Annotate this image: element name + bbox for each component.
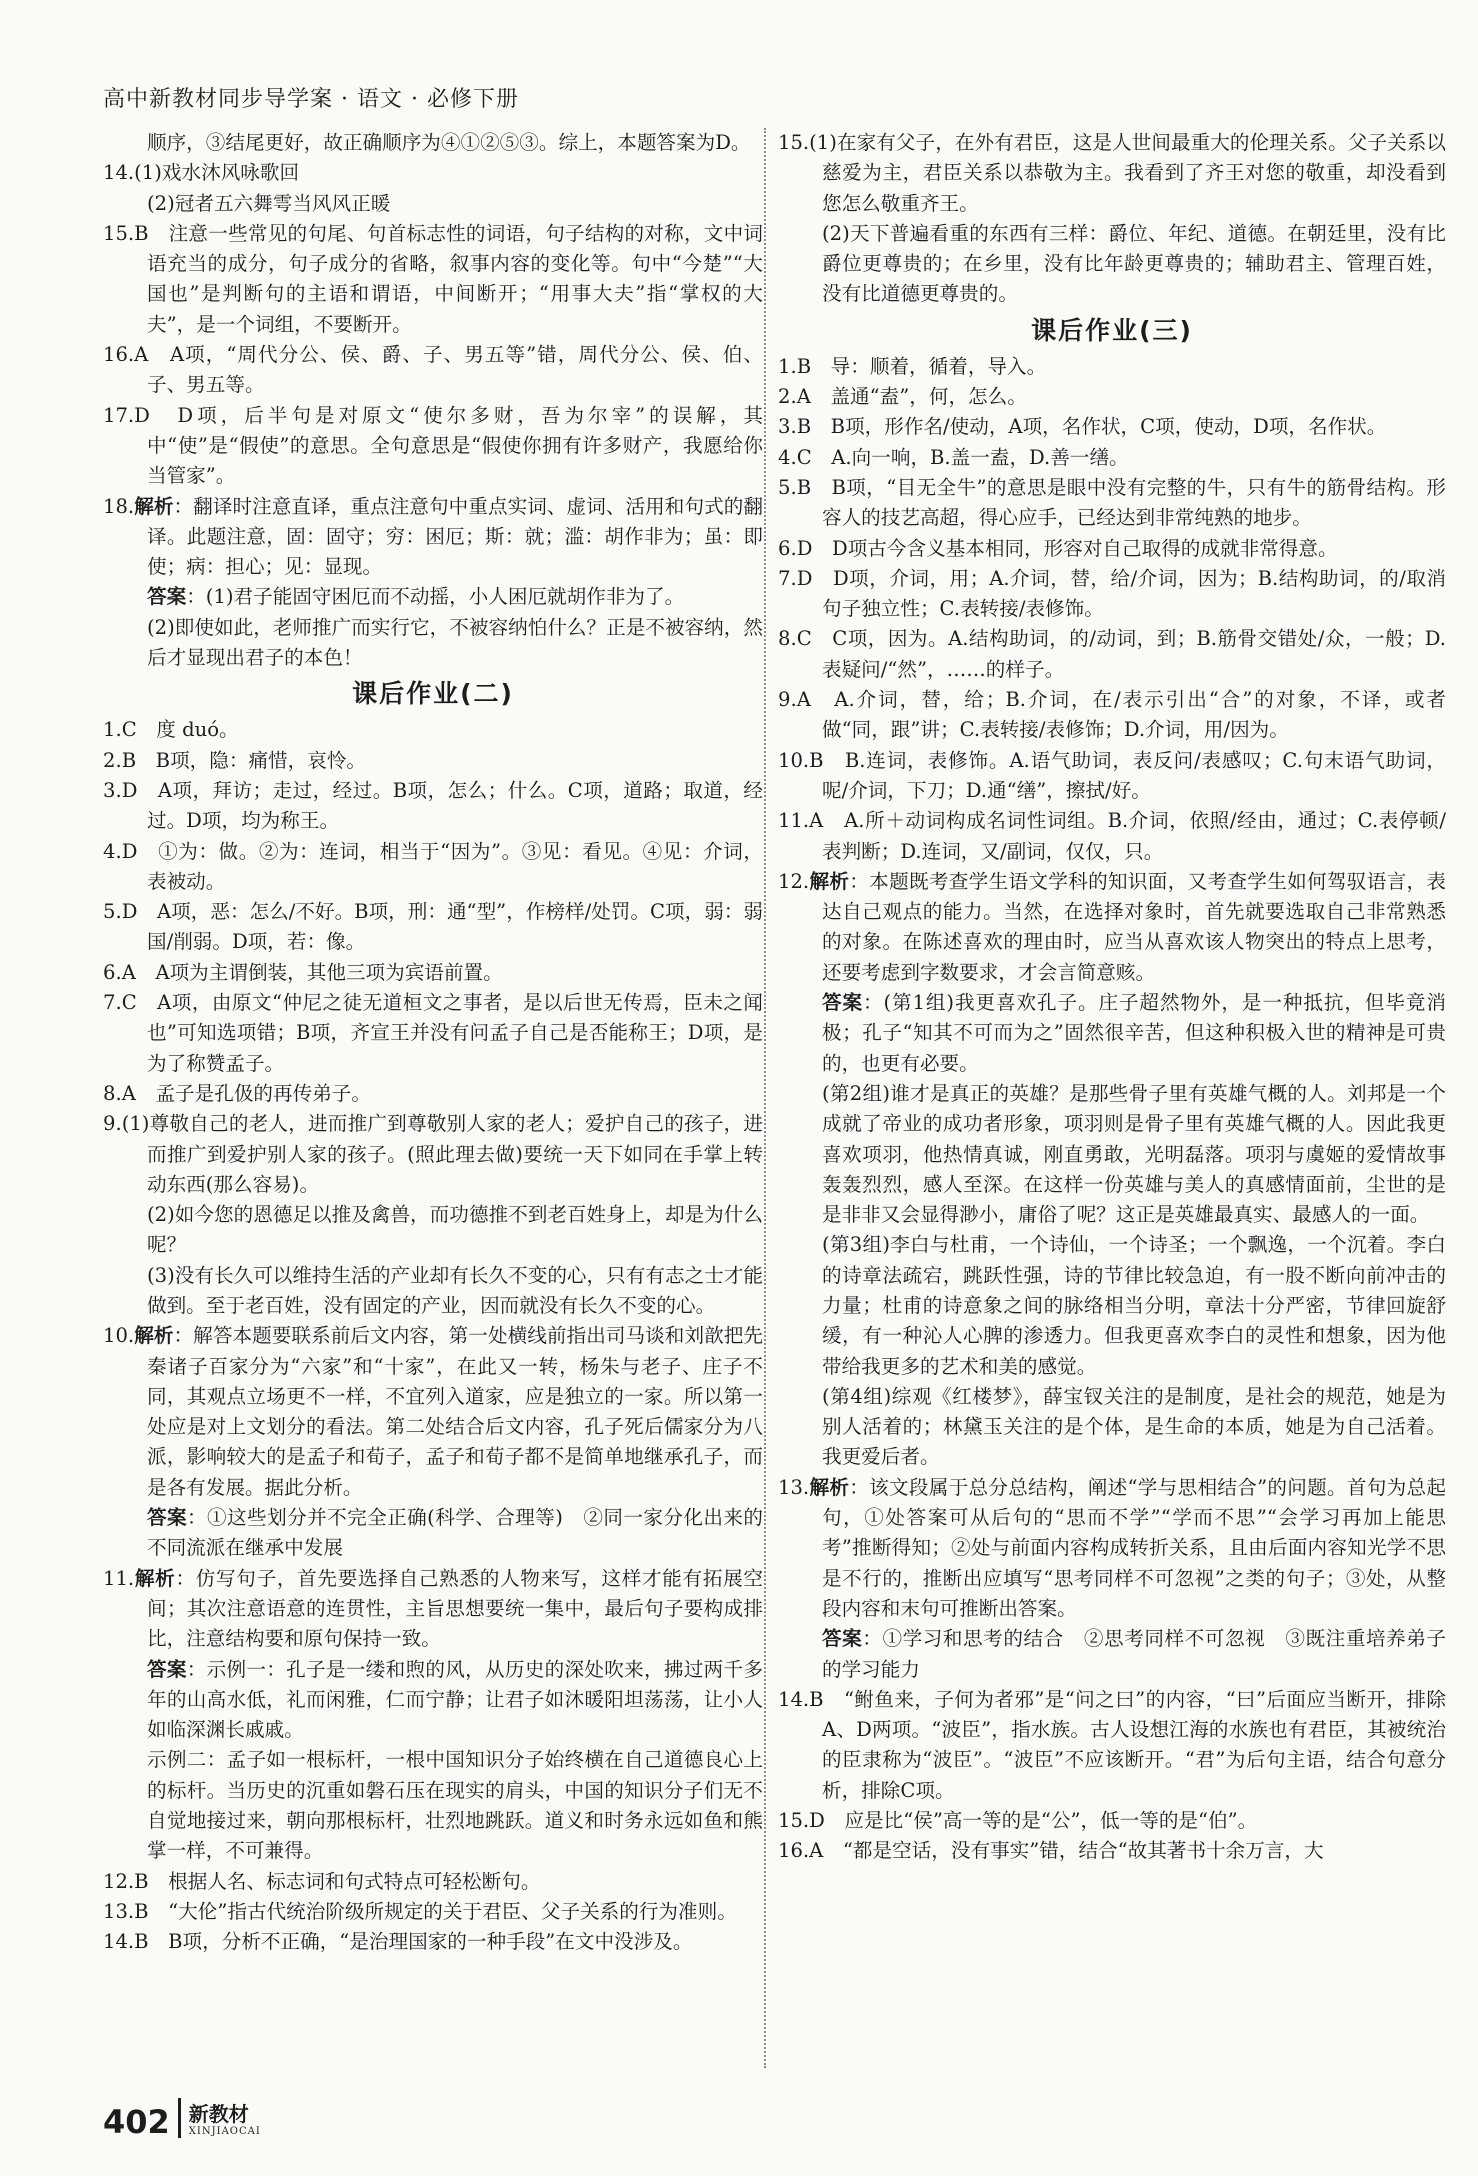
section-heading: 课后作业(二) [352,679,514,709]
question-item: 11.解析：仿写句子，首先要选择自己熟悉的人物来写，这样才能有拓展空间；其次注意语意的连贯性，主旨思想要统一集中，最后句子要构成排比，注意结构要和原句保持一致。 [103,1566,764,1651]
running-header: 高中新教材同步导学案 · 语文 · 必修下册 [103,87,519,112]
question-item: (第4组)综观《红楼梦》，薛宝钗关注的是制度，是社会的规范，她是为别人活着的；林黛玉关注的是个体，是生命的本质，她是为自己活着。我更爱后者。 [822,1384,1446,1469]
answer-block: 答案：示例一：孔子是一缕和煦的风，从历史的深处吹来，拂过两千多年的山高水低，礼而闲雅，仁而宁静；让君子如沐暖阳坦荡荡，让小人如临深渊长戚戚。 [147,1657,764,1742]
label-answer: 答案 [147,1657,187,1681]
question-item: 18.解析：翻译时注意直译，重点注意句中重点实词、虚词、活用和句式的翻译。此题注意，固：固守；穷：困厄；斯：就；滥：胡作非为；虽：即使；病：担心；见：显现。 [103,494,763,579]
question-item: 13.解析：该文段属于总分总结构，阐述“学与思相结合”的问题。首句为总起句，①处答案可从后句的“思而不学”“学而不思”“会学习再加上能思考”推断得知；②处与前面内容构成转折关系，且由后面内容知光学不思是不行的，推断出应填写“思考同样不可忽视”之类的句子；③处，从整段内容和末句可推断出答案。 [778,1475,1446,1620]
question-item: 17.D D项，后半句是对原文“使尔多财，吾为尔宰”的误解，其中“使”是“假使”的意思。全句意思是“假使你拥有许多财产，我愿给你当管家”。 [103,403,763,488]
question-item: 5.B B项，“目无全牛”的意思是眼中没有完整的牛，只有牛的筋骨结构。形容人的技艺高超，得心应手，已经达到非常纯熟的地步。 [778,475,1446,530]
question-item: 7.C A项，由原文“仲尼之徒无道桓文之事者，是以后世无传焉，臣未之闻也”可知选项错；B项，齐宣王并没有问孟子自己是否能称王；D项，是为了称赞孟子。 [103,991,763,1075]
question-item: 1.C 度 duó。 [103,718,239,742]
question-item: 9.A A.介词，替，给；B.介词，在/表示引出“合”的对象，不译，或者做“同，跟”讲；C.表转接/表修饰；D.介词，用/因为。 [778,688,1446,742]
question-item: 15.D 应是比“侯”高一等的是“公”，低一等的是“伯”。 [778,1809,1258,1833]
question-item: 10.B B.连词，表修饰。A.语气助词，表反问/表感叹；C.句末语气助词，呢/介词，下刀；D.通“缮”，擦拭/好。 [778,748,1446,802]
question-item: 2.A 盖通“盍”，何，怎么。 [778,385,1027,409]
question-item: 15.(1)在家有父子，在外有君臣，这是人世间最重大的伦理关系。父子关系以慈爱为主，君臣关系以恭敬为主。我看到了齐王对您的敬重，却没看到您怎么敬重齐王。 [778,131,1446,215]
label-answer: 答案 [822,1627,863,1651]
brand-name: 新教材 [188,2102,249,2126]
question-item: 5.D A项，恶：怎么/不好。B项，刑：通“型”，作榜样/处罚。C项，弱：弱国/削弱。D项，若：像。 [103,900,763,954]
label-analysis: 解析 [134,494,174,518]
question-item: 11.A A.所＋动词构成名词性词组。B.介词，依照/经由，通过；C.表停顿/表判断；D.连词，又/副词，仅仅，只。 [778,809,1446,863]
question-item: (第3组)李白与杜甫，一个诗仙，一个诗圣；一个飘逸，一个沉着。李白的诗章法疏宕，跳跃性强，诗的节律比较急迫，有一股不断向前冲击的力量；杜甫的诗意象之间的脉络相当分明，章法十分严密，节律回旋舒缓，有一种沁人心脾的渗透力。但我更喜欢李白的灵性和想象，因为他带给我更多的艺术和美的感觉。 [822,1233,1446,1378]
label-answer: 答案 [147,585,187,609]
question-item: (2)冠者五六舞雩当风风正暖 [147,191,391,215]
answer-block: 答案：(第1组)我更喜欢孔子。庄子超然物外，是一种抵抗，但毕竟消极；孔子“知其不可而为之”固然很辛苦，但这种积极入世的精神是可贵的，也更有必要。 [822,991,1446,1075]
question-item: 4.D ①为：做。②为：连词，相当于“因为”。③见：看见。④见：介词，表被动。 [103,839,763,893]
left-column [103,128,763,1958]
column-divider [764,128,766,2068]
question-item: 9.(1)尊敬自己的老人，进而推广到尊敬别人家的老人；爱护自己的孩子，进而推广到爱护别人家的孩子。(照此理去做)要统一天下如同在手掌上转动东西(那么容易)。 [103,1112,763,1196]
question-item: 1.B 导：顺着，循着，导入。 [778,354,1047,378]
question-item: 顺序，③结尾更好，故正确顺序为④①②⑤③。综上，本题答案为D。 [147,131,751,154]
question-item: 3.D A项，拜访；走过，经过。B项，怎么；什么。C项，道路；取道，经过。D项，均为称王。 [103,778,763,833]
label-answer: 答案 [147,1506,188,1530]
question-item: 14.B “鲋鱼来，子何为者邪”是“问之曰”的内容，“曰”后面应当断开，排除A、D两项。“波臣”，指水族。古人设想江海的水族也有君臣，其被统治的臣隶称为“波臣”。“波臣”不应该断开。“君”为后句主语，结合句意分析，排除C项。 [778,1687,1446,1802]
label-answer: 答案 [822,991,863,1015]
question-item: 4.C A.向一响，B.盖一盍，D.善一缮。 [778,445,1129,469]
right-column [778,128,1446,1867]
answer-block: 答案：①这些划分并不完全正确(科学、合理等) ②同一家分化出来的不同流派在继承中发展 [147,1506,764,1560]
question-item: 13.B “大伦”指古代统治阶级所规定的关于君臣、父子关系的行为准则。 [103,1899,737,1923]
page-number: 402 [103,2103,170,2141]
page-footer [103,2098,261,2141]
question-item: 2.B B项，隐：痛惜，哀怜。 [103,748,367,772]
brand-mark [189,2102,261,2138]
question-item: 示例二：孟子如一根标杆，一根中国知识分子始终横在自己道德良心上的标杆。当历史的沉重如磐石压在现实的肩头，中国的知识分子们无不自觉地接过来，朝向那根标杆，壮烈地跳跃。道义和时务永远如鱼和熊掌一样，不可兼得。 [147,1748,763,1863]
answer-block: 答案：(1)君子能固守困厄而不动摇，小人困厄就胡作非为了。 [147,585,685,609]
question-item: 6.D D项古今含义基本相同，形容对自己取得的成就非常得意。 [778,536,1338,560]
question-item: 3.B B项，形作名/使动，A项，名作状，C项，使动，D项，名作状。 [778,415,1387,439]
question-item: 15.B 注意一些常见的句尾、句首标志性的词语，句子结构的对称，文中词语充当的成分，句子成分的省略，叙事内容的变化等。句中“今楚”“大国也”是判断句的主语和谓语，中间断开；“用事大夫”指“掌权的大夫”，是一个词组，不要断开。 [103,221,763,336]
question-item: 8.A 孟子是孔伋的再传弟子。 [103,1081,371,1105]
label-analysis: 解析 [809,1475,850,1499]
question-item: 7.D D项，介词，用；A.介词，替，给/介词，因为；B.结构助词，的/取消句子独立性；C.表转接/表修饰。 [778,566,1446,621]
footer-bar [178,2098,181,2138]
question-item: (第2组)谁才是真正的英雄？是那些骨子里有英雄气概的人。刘邦是一个成就了帝业的成功者形象，项羽则是骨子里有英雄气概的人。因此我更喜欢项羽，他热情真诚，刚直勇敢，光明磊落。项羽与虞姬的爱情故事轰轰烈烈，感人至深。在这样一份英雄与美人的真感情面前，尘世的是是非非又会显得渺小，庸俗了呢？这正是英雄最真实、最感人的一面。 [822,1081,1446,1227]
section-heading: 课后作业(三) [1031,315,1193,345]
question-item: 12.B 根据人名、标志词和句式特点可轻松断句。 [103,1869,541,1893]
question-item: (2)即使如此，老师推广而实行它，不被容纳怕什么？正是不被容纳，然后才显现出君子的本色！ [147,615,763,670]
question-item: 8.C C项，因为。A.结构助词，的/动词，到；B.筋骨交错处/众，一般；D.表疑问/“然”，……的样子。 [778,627,1446,681]
question-item: 6.A A项为主谓倒装，其他三项为宾语前置。 [103,960,503,984]
label-analysis: 解析 [134,1566,176,1590]
brand-pinyin: XINJIAOCAI [188,2126,261,2137]
question-item: 16.A “都是空话，没有事实”错，结合“故其著书十余万言，大 [778,1839,1324,1863]
question-item: (3)没有长久可以维持生活的产业却有长久不变的心，只有有志之士才能做到。至于老百姓，没有固定的产业，因而就没有长久不变的心。 [147,1263,763,1317]
label-analysis: 解析 [809,869,850,893]
question-item: 10.解析：解答本题要联系前后文内容，第一处横线前指出司马谈和刘歆把先秦诸子百家分为“六家”和“十家”，在此又一转，杨朱与老子、庄子不同，其观点立场更不一样，不宜列入道家，应是独立的一家。所以第一处应是对上文划分的看法。第二处结合后文内容，孔子死后儒家分为八派，影响较大的是孟子和荀子，孟子和荀子都不是简单地继承孔子，而是各有发展。据此分析。 [103,1324,763,1499]
question-item: 16.A A项，“周代分公、侯、爵、子、男五等”错，周代分公、侯、伯、子、男五等。 [103,343,763,397]
label-analysis: 解析 [134,1324,174,1348]
question-item: 14.(1)戏水沐风咏歌回 [103,161,300,185]
question-item: (2)天下普遍看重的东西有三样：爵位、年纪、道德。在朝廷里，没有比爵位更尊贵的；在乡里，没有比年龄更尊贵的；辅助君主、管理百姓，没有比道德更尊贵的。 [822,221,1446,306]
question-item: 14.B B项，分析不正确，“是治理国家的一种手段”在文中没涉及。 [103,1930,693,1954]
question-item: (2)如今您的恩德足以推及禽兽，而功德推不到老百姓身上，却是为什么呢？ [147,1203,763,1257]
question-item: 12.解析：本题既考查学生语文学科的知识面，又考查学生如何驾驭语言，表达自己观点的能力。当然，在选择对象时，首先就要选取自己非常熟悉的对象。在陈述喜欢的理由时，应当从喜欢该人物突出的特点上思考，还要考虑到字数要求，才会言简意赅。 [778,869,1446,984]
answer-block: 答案：①学习和思考的结合 ②思考同样不可忽视 ③既注重培养弟子的学习能力 [822,1627,1447,1681]
